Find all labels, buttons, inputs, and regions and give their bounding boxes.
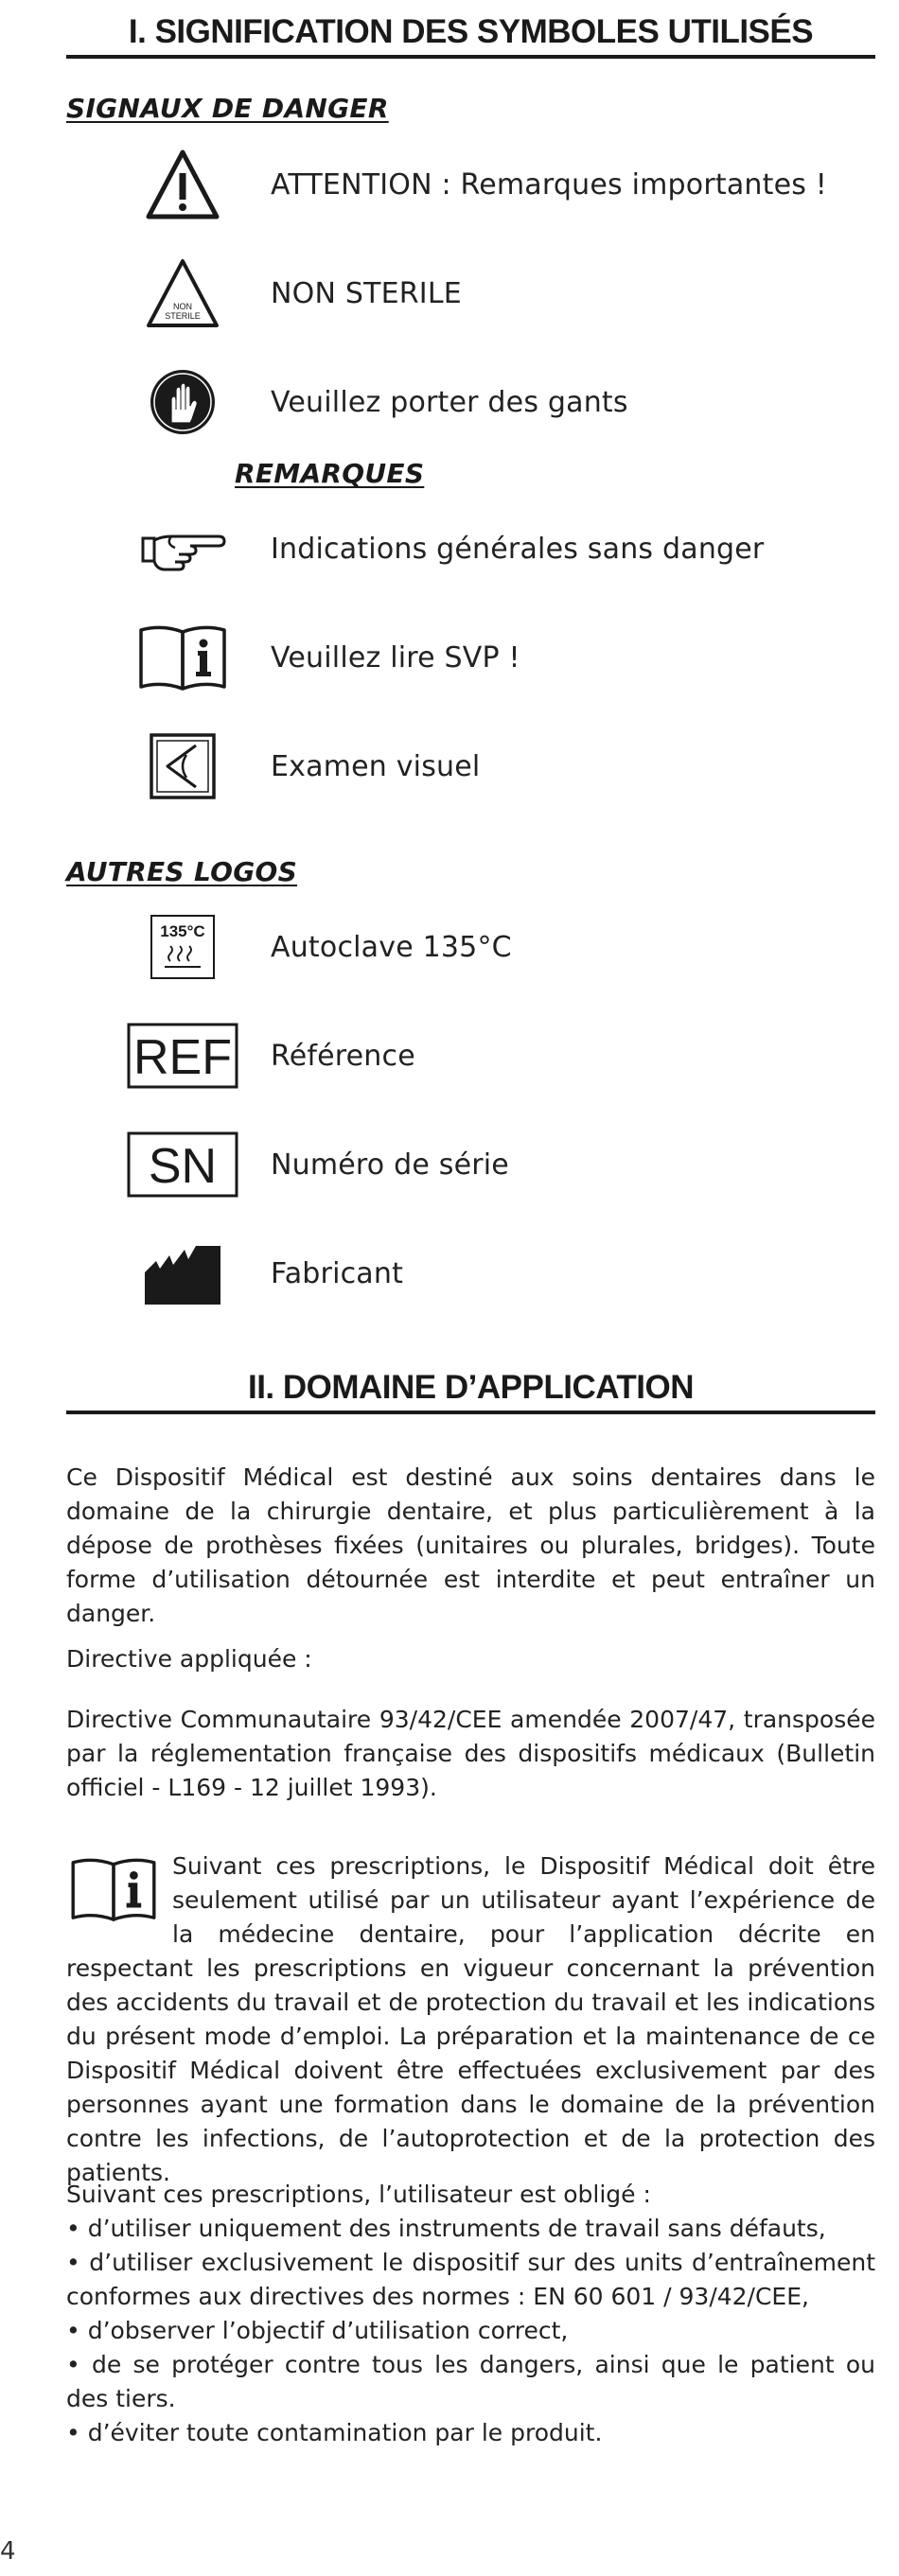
directive-paragraph: Directive Communautaire 93/42/CEE amendée 2007/47, transposée par la réglementation française des dispositifs médicaux (Bulletin officiel - L169 - 12 juillet 1993). bbox=[66, 1706, 875, 1801]
symbol-row-gloves bbox=[0, 359, 899, 445]
obligations-intro: Suivant ces prescriptions, l’utilisateur est obligé : bbox=[66, 2181, 651, 2208]
remarks-heading: REMARQUES bbox=[235, 458, 425, 489]
symbol-label-reference: Référence bbox=[271, 1039, 415, 1073]
obligations-list bbox=[66, 2212, 875, 2450]
section-2-title: II. DOMAINE D’APPLICATION bbox=[66, 1367, 875, 1414]
gloves-icon bbox=[123, 359, 241, 445]
symbol-row-manufacturer bbox=[0, 1231, 899, 1316]
symbol-row-serial-number bbox=[0, 1122, 899, 1207]
symbol-row-attention bbox=[0, 142, 899, 227]
other-logos-heading: AUTRES LOGOS bbox=[66, 856, 298, 887]
symbol-label-non-sterile: NON STERILE bbox=[271, 276, 462, 310]
serial-number-icon-text: SN bbox=[148, 1139, 217, 1194]
intro-paragraph: Ce Dispositif Médical est destiné aux soins dentaires dans le domaine de la chirurgie dentaire, et plus particulièrement à la dépose de prothèses fixées (unitaires ou plurales, bridges). Toute forme d’utilisation détournée est interdite et peut entraîner un danger. bbox=[66, 1463, 875, 1627]
symbol-label-general-indications: Indications générales sans danger bbox=[271, 532, 765, 566]
ref-icon bbox=[123, 1013, 241, 1098]
non-sterile-icon-text-1: NON bbox=[172, 302, 192, 311]
section-1-title: I. SIGNIFICATION DES SYMBOLES UTILISÉS bbox=[66, 11, 875, 59]
warning-triangle-icon bbox=[123, 142, 241, 227]
danger-signals-heading: SIGNAUX DE DANGER bbox=[66, 93, 389, 124]
symbol-label-serial-number: Numéro de série bbox=[271, 1148, 509, 1182]
symbol-label-gloves: Veuillez porter des gants bbox=[271, 385, 628, 419]
symbol-label-visual-inspection: Examen visuel bbox=[271, 749, 481, 783]
symbol-label-attention: ATTENTION : Remarques importantes ! bbox=[271, 167, 828, 202]
read-manual-icon bbox=[66, 1855, 161, 1923]
serial-number-icon bbox=[123, 1122, 241, 1207]
visual-inspection-icon bbox=[123, 724, 241, 809]
symbol-label-autoclave: Autoclave 135°C bbox=[271, 930, 512, 964]
ref-icon-text: REF bbox=[132, 1030, 232, 1085]
manufacturer-icon bbox=[123, 1231, 241, 1316]
list-item: • de se protéger contre tous les dangers, ainsi que le patient ou des tiers. bbox=[66, 2348, 875, 2416]
symbol-row-read-manual bbox=[0, 615, 899, 700]
symbol-row-visual-inspection bbox=[0, 724, 899, 809]
list-item: • d’utiliser uniquement des instruments de travail sans défauts, bbox=[66, 2212, 875, 2246]
directive-label: Directive appliquée : bbox=[66, 1645, 312, 1673]
symbol-row-autoclave bbox=[0, 904, 899, 990]
symbol-label-manufacturer: Fabricant bbox=[271, 1256, 404, 1290]
pointing-hand-icon bbox=[123, 506, 241, 591]
autoclave-icon bbox=[123, 904, 241, 990]
non-sterile-icon-text-2: STERILE bbox=[164, 311, 201, 321]
prescriptions-block bbox=[66, 1849, 875, 2190]
autoclave-icon-text: 135°C bbox=[159, 922, 205, 940]
symbol-row-non-sterile bbox=[0, 251, 899, 336]
page-number: 4 bbox=[0, 2537, 16, 2566]
prescriptions-paragraph: Suivant ces prescriptions, le Dispositif Médical doit être seulement utilisé par un utilisateur ayant l’expérience de la médecine dentaire, pour l’application décrite en respectant les prescriptions en vigueur concernant la prévention des accidents du travail et de protection du travail et les indications du présent mode d’emploi. La préparation et la maintenance de ce Dispositif Médical doivent être effectuées exclusivement par des personnes ayant une formation dans le domaine de la prévention contre les infections, de l’autoprotection et de la protection des patients. bbox=[66, 1852, 875, 2186]
non-sterile-icon bbox=[123, 251, 241, 336]
symbol-row-general-indications bbox=[0, 506, 899, 591]
symbol-row-reference bbox=[0, 1013, 899, 1098]
symbol-label-read-manual: Veuillez lire SVP ! bbox=[271, 640, 520, 675]
list-item: • d’utiliser exclusivement le dispositif sur des units d’entraînement conformes aux directives des normes : EN 60 601 / 93/42/CEE, bbox=[66, 2246, 875, 2314]
list-item: • d’observer l’objectif d’utilisation correct, bbox=[66, 2314, 875, 2348]
list-item: • d’éviter toute contamination par le produit. bbox=[66, 2416, 875, 2450]
read-manual-icon bbox=[123, 615, 241, 700]
